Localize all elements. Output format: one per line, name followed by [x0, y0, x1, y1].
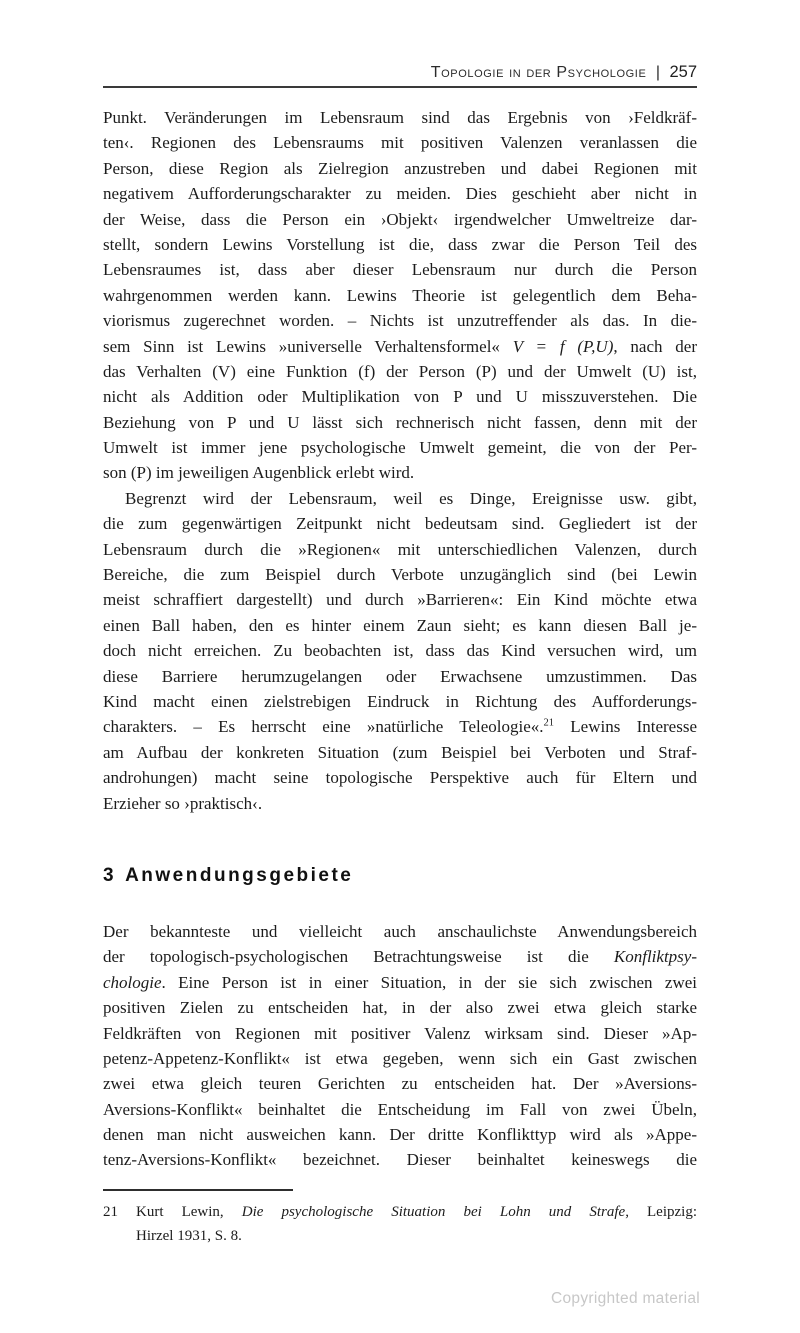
- text-line: Hirzel 1931, S. 8.: [136, 1228, 242, 1245]
- text-line: Erzieher so ›praktisch‹.: [103, 793, 263, 813]
- text-line: Lebensraumes ist, dass aber dieser Lebensraum nur durch die Person: [103, 260, 697, 280]
- footnote-separator: [103, 1189, 293, 1191]
- text-line: negativem Aufforderungscharakter zu meiden. Dies geschieht aber nicht in: [103, 184, 697, 204]
- footnote-text: [136, 1200, 697, 1249]
- section-number: 3: [103, 864, 117, 886]
- text-line: das Verhalten (V) eine Funktion (f) der Person (P) und der Umwelt (U) ist,: [103, 361, 697, 381]
- text-block-2: [103, 919, 697, 1173]
- text-line: zwei etwa gleich teuren Gerichten zu entscheiden hat. Der »Aversions-: [103, 1074, 697, 1094]
- section-title: Anwendungsgebiete: [125, 864, 354, 886]
- running-header: [103, 0, 697, 88]
- page-number: 257: [669, 63, 697, 81]
- text-line: der Weise, dass die Person ein ›Objekt‹ irgendwelcher Umweltreize dar-: [103, 209, 697, 229]
- text-line: petenz-Appetenz-Konflikt« ist etwa gegeben, wenn sich ein Gast zwischen: [103, 1048, 697, 1068]
- text-line: ten‹. Regionen des Lebensraums mit positiven Valenzen veranlassen die: [103, 133, 697, 153]
- text-line: Bereiche, die zum Beispiel durch Verbote unzugänglich sind (bei Lewin: [103, 565, 697, 585]
- text-line: wahrgenommen werden kann. Lewins Theorie ist gelegentlich dem Beha-: [103, 285, 697, 305]
- text-line: am Aufbau der konkreten Situation (zum Beispiel bei Verboten und Straf-: [103, 742, 697, 762]
- text-line: meist schraffiert dargestellt) und durch »Barrieren«: Ein Kind möchte etwa: [103, 590, 697, 610]
- text-line: denen man nicht ausweichen kann. Der dritte Konflikttyp wird als »Appe-: [103, 1125, 697, 1145]
- text-line: charakters. – Es herrscht eine »natürliche Teleologie«.$^{21}$ Lewins Interesse: [103, 717, 697, 737]
- text-line: Feldkräften von Regionen mit positiver Valenz wirksam sind. Dieser »Ap-: [103, 1023, 697, 1043]
- paragraph: [103, 919, 697, 1173]
- text-line: nicht als Addition oder Multiplikation von P und U misszuverstehen. Die: [103, 387, 697, 407]
- text-line: diese Barriere herumzugelangen oder Erwachsene umzustimmen. Das: [103, 666, 697, 686]
- text-line: Kurt Lewin, Die psychologische Situation bei Lohn und Strafe, Leipzig:: [136, 1203, 697, 1220]
- text-line: doch nicht erreichen. Zu beobachten ist, dass das Kind versuchen wird, um: [103, 641, 697, 661]
- text-line: Umwelt ist immer jene psychologische Umwelt gemeint, die von der Per-: [103, 438, 697, 458]
- copyright-watermark: Copyrighted material: [550, 1290, 700, 1307]
- text-block-1: [103, 105, 697, 816]
- text-line: son (P) im jeweiligen Augenblick erlebt wird.: [103, 463, 415, 483]
- text-line: die zum gegenwärtigen Zeitpunkt nicht bedeutsam sind. Gegliedert ist der: [103, 514, 697, 534]
- paragraph: [103, 486, 697, 816]
- text-line: Der bekannteste und vielleicht auch anschaulichste Anwendungsbereich: [103, 921, 697, 941]
- text-line: Kind macht einen zielstrebigen Eindruck in Richtung des Aufforderungs-: [103, 691, 697, 711]
- paragraph: [103, 105, 697, 486]
- footnote-number: 21: [103, 1203, 118, 1220]
- running-title: Topologie in der Psychologie: [430, 64, 647, 81]
- text-line: sem Sinn ist Lewins »universelle Verhaltensformel« V = f (P,U), nach der: [103, 336, 697, 356]
- text-line: Begrenzt wird der Lebensraum, weil es Dinge, Ereignisse usw. gibt,: [125, 488, 697, 508]
- text-line: chologie. Eine Person ist in einer Situation, in der sie sich zwischen zwei: [103, 972, 697, 992]
- text-line: Punkt. Veränderungen im Lebensraum sind das Ergebnis von ›Feldkräf-: [103, 108, 697, 127]
- text-line: Aversions-Konflikt« beinhaltet die Entscheidung im Fall von zwei Übeln,: [103, 1099, 697, 1119]
- text-line: androhungen) macht seine topologische Perspektive auch für Eltern und: [103, 768, 697, 788]
- footnote: [103, 1200, 697, 1249]
- text-line: tenz-Aversions-Konflikt« bezeichnet. Dieser beinhaltet keineswegs die: [103, 1150, 697, 1170]
- text-line: einen Ball haben, den es hinter einem Zaun sieht; es kann diesen Ball je-: [103, 615, 697, 635]
- text-line: viorismus zugerechnet worden. – Nichts ist unzutreffender als das. In die-: [103, 311, 697, 331]
- text-line: der topologisch-psychologischen Betrachtungsweise ist die Konfliktpsy-: [103, 947, 697, 967]
- section-heading: [103, 863, 697, 889]
- text-line: stellt, sondern Lewins Vorstellung ist die, dass zwar die Person Teil des: [103, 234, 697, 254]
- header-divider: |: [655, 64, 661, 81]
- text-line: Person, diese Region als Zielregion anzustreben und dabei Regionen mit: [103, 158, 697, 178]
- text-line: positiven Zielen zu entscheiden hat, in der also zwei etwa gleich starke: [103, 998, 697, 1018]
- text-line: Lebensraum durch die »Regionen« mit unterschiedlichen Valenzen, durch: [103, 539, 697, 559]
- text-line: Beziehung von P und U lässt sich rechnerisch nicht fassen, denn mit der: [103, 412, 697, 432]
- page-content: [103, 0, 697, 1249]
